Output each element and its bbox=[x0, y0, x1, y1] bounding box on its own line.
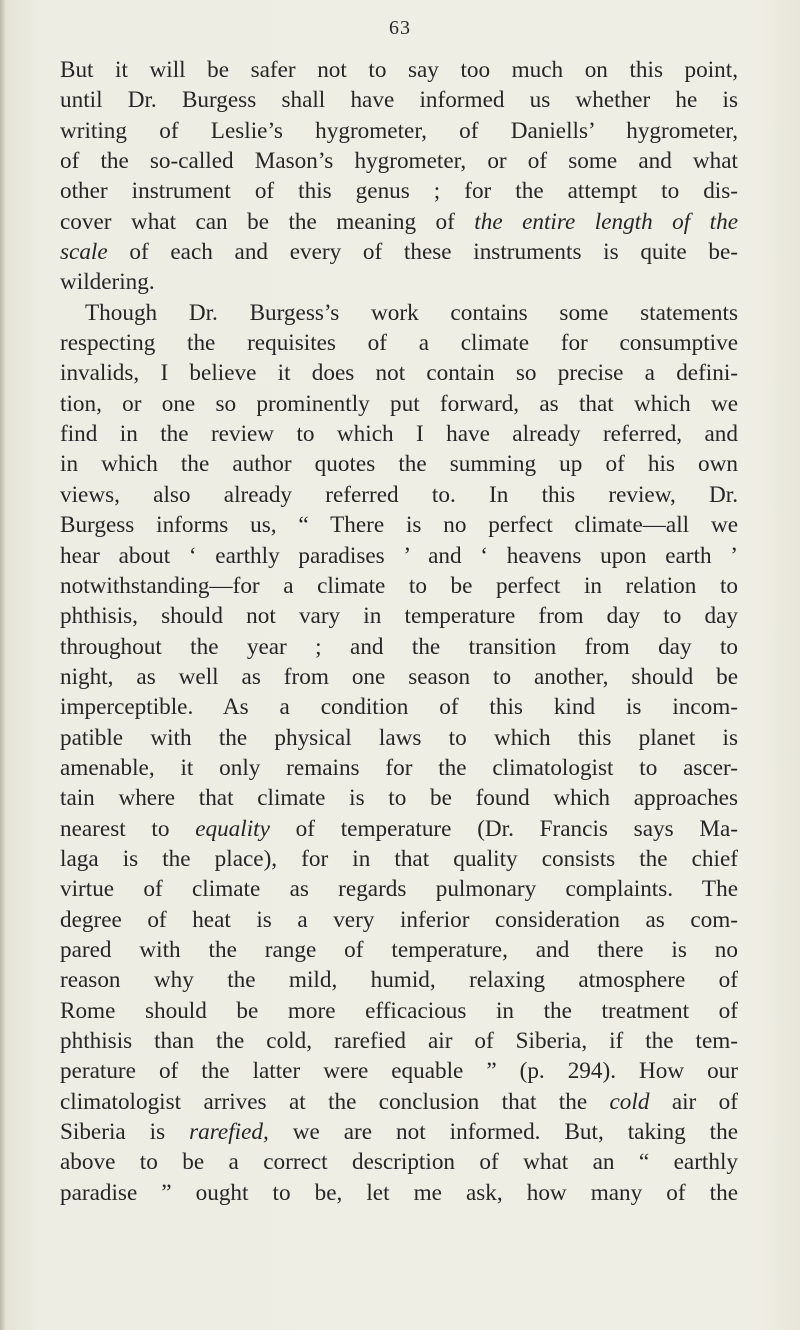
text-line bbox=[60, 814, 738, 844]
text-run: climatologist arrives at the conclusion that the bbox=[60, 1088, 610, 1115]
text-line: invalids, I believe it does not contain so precise a defini- bbox=[60, 360, 738, 387]
text-run: we are not informed. But, taking the bbox=[268, 1119, 738, 1146]
text-line bbox=[60, 207, 738, 237]
text-line: night, as well as from one season to another, should be bbox=[60, 663, 738, 690]
text-run: of each and every of these instruments is quite be- bbox=[107, 239, 738, 266]
text-line: phthisis, should not vary in temperature from day to day bbox=[60, 603, 738, 630]
text-line: reason why the mild, humid, relaxing atmosphere of bbox=[60, 967, 738, 994]
text-run: nearest to bbox=[60, 815, 196, 842]
italic-phrase: the entire length of the bbox=[474, 208, 738, 235]
text-line: throughout the year ; and the transition from day to bbox=[60, 633, 738, 660]
text-line bbox=[60, 1117, 738, 1147]
text-line: find in the review to which I have already referred, and bbox=[60, 421, 738, 448]
text-run: air of bbox=[649, 1088, 738, 1115]
text-line: virtue of climate as regards pulmonary complaints. The bbox=[60, 876, 738, 903]
text-run: of temperature (Dr. Francis says Ma- bbox=[269, 815, 738, 842]
text-line: imperceptible. As a condition of this kind is incom- bbox=[60, 694, 738, 721]
page-number: 63 bbox=[389, 17, 411, 39]
text-line: above to be a correct description of what an “ earthly bbox=[60, 1149, 738, 1176]
text-line: phthisis than the cold, rarefied air of Siberia, if the tem- bbox=[60, 1028, 738, 1054]
text-line: Rome should be more efficacious in the treatment of bbox=[60, 997, 738, 1024]
text-line bbox=[60, 237, 738, 267]
text-line: laga is the place), for in that quality consists the chief bbox=[60, 845, 738, 872]
text-line: notwithstanding—for a climate to be perfect in relation to bbox=[60, 572, 738, 599]
text-line: patible with the physical laws to which this planet is bbox=[60, 724, 738, 751]
italic-phrase: cold bbox=[609, 1088, 650, 1115]
text-line: perature of the latter were equable ” (p. 294). How our bbox=[60, 1058, 738, 1085]
text-line: until Dr. Burgess shall have informed us whether he is bbox=[60, 87, 738, 114]
paragraph-first-line: Though Dr. Burgess’s work contains some statements bbox=[85, 299, 738, 326]
text-run: cover what can be the meaning of bbox=[60, 208, 475, 235]
text-line: hear about ‘ earthly paradises ’ and ‘ heavens upon earth ’ bbox=[60, 542, 738, 569]
text-line: writing of Leslie’s hygrometer, of Daniells’ hygrometer, bbox=[60, 117, 738, 144]
text-line: But it will be safer not to say too much on this point, bbox=[60, 57, 738, 83]
italic-phrase: scale bbox=[60, 239, 108, 266]
text-line: views, also already referred to. In this review, Dr. bbox=[60, 481, 738, 508]
text-line: tion, or one so prominently put forward, as that which we bbox=[60, 390, 738, 417]
text-line: respecting the requisites of a climate for consumptive bbox=[60, 330, 738, 357]
text-line: other instrument of this genus ; for the attempt to dis- bbox=[60, 178, 738, 205]
italic-phrase: rarefied, bbox=[189, 1119, 269, 1146]
text-line bbox=[60, 1087, 738, 1117]
page-binding-edge bbox=[0, 0, 6, 1330]
body-text bbox=[60, 55, 738, 1208]
text-line: tain where that climate is to be found which approaches bbox=[60, 785, 738, 812]
text-line: of the so-called Mason’s hygrometer, or of some and what bbox=[60, 148, 738, 175]
text-line: degree of heat is a very inferior consideration as com- bbox=[60, 906, 738, 933]
text-run: Siberia is bbox=[60, 1119, 190, 1146]
text-line: amenable, it only remains for the climatologist to ascer- bbox=[60, 754, 738, 781]
text-line: pared with the range of temperature, and there is no bbox=[60, 936, 738, 963]
text-line: wildering. bbox=[60, 269, 155, 296]
text-line: in which the author quotes the summing up of his own bbox=[60, 451, 738, 478]
italic-phrase: equality bbox=[195, 815, 270, 842]
text-line: Burgess informs us, “ There is no perfect climate—all we bbox=[60, 512, 738, 539]
text-line: paradise ” ought to be, let me ask, how many of the bbox=[60, 1179, 738, 1206]
